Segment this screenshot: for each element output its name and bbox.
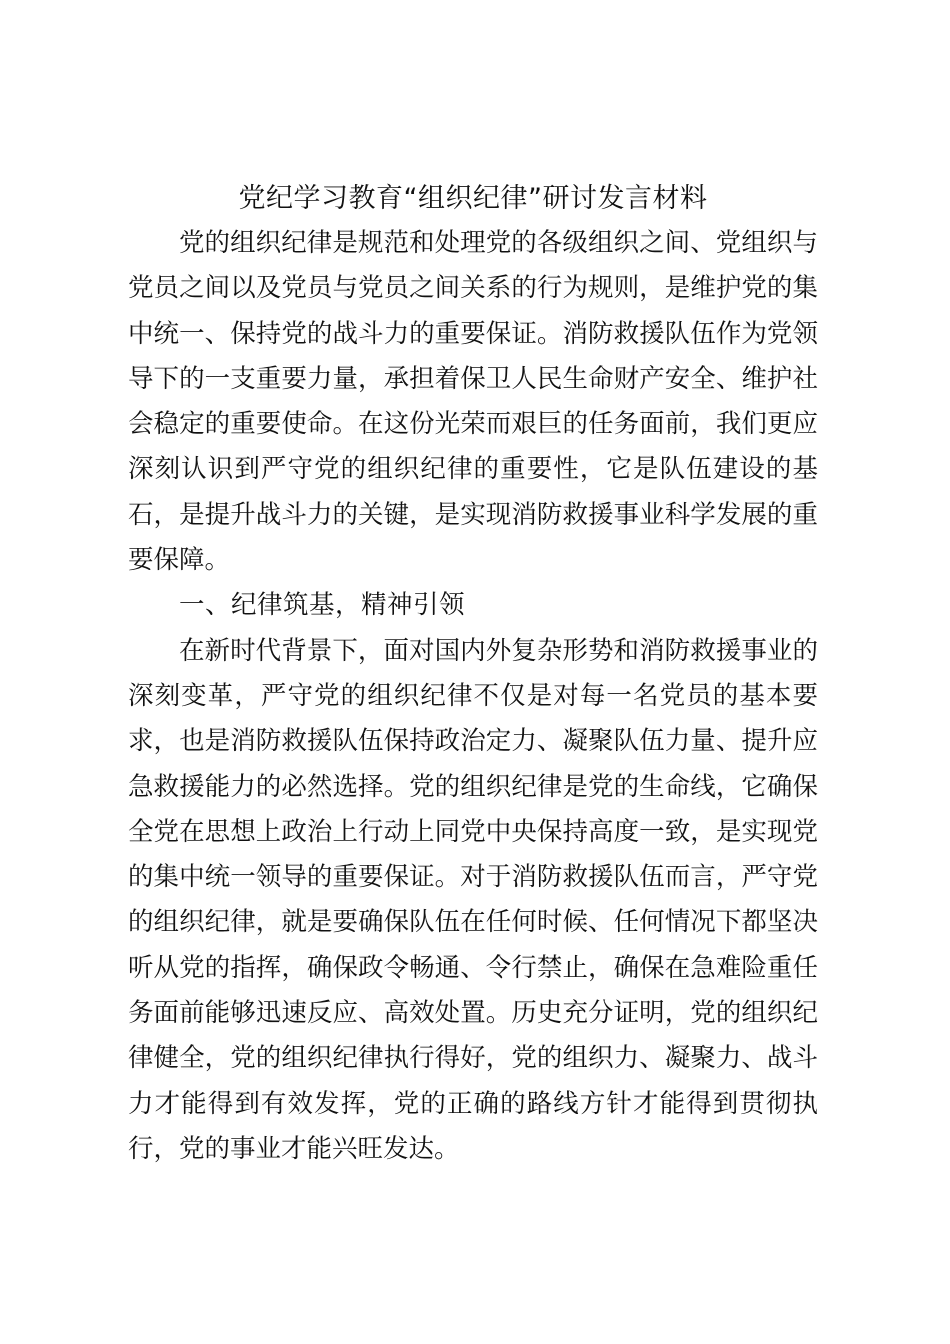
section-paragraph: 在新时代背景下，面对国内外复杂形势和消防救援事业的深刻变革，严守党的组织纪律不仅是对每一名党员的基本要求，也是消防救援队伍保持政治定力、凝聚队伍力量、提升应急救援能力的必然选择。党的组织纪律是党的生命线，它确保全党在思想上政治上行动上同党中央保持高度一致，是实现党的集中统一领导的重要保证。对于消防救援队伍而言，严守党的组织纪律，就是要确保队伍在任何时候、任何情况下都坚决听从党的指挥，确保政令畅通、令行禁止，确保在急难险重任务面前能够迅速反应、高效处置。历史充分证明，党的组织纪律健全，党的组织纪律执行得好，党的组织力、凝聚力、战斗力才能得到有效发挥，党的正确的路线方针才能得到贯彻执行，党的事业才能兴旺发达。 [128, 635, 818, 1164]
document-body [128, 221, 818, 1172]
intro-paragraph: 党的组织纪律是规范和处理党的各级组织之间、党组织与党员之间以及党员与党员之间关系的行为规则，是维护党的集中统一、保持党的战斗力的重要保证。消防救援队伍作为党领导下的一支重要力量，承担着保卫人民生命财产安全、维护社会稳定的重要使命。在这份光荣而艰巨的任务面前，我们更应深刻认识到严守党的组织纪律的重要性，它是队伍建设的基石，是提升战斗力的关键，是实现消防救援事业科学发展的重要保障。 [128, 228, 818, 576]
section-heading: 一、纪律筑基，精神引领 [179, 590, 466, 621]
document-title: 党纪学习教育“组织纪律”研讨发言材料 [238, 183, 708, 214]
